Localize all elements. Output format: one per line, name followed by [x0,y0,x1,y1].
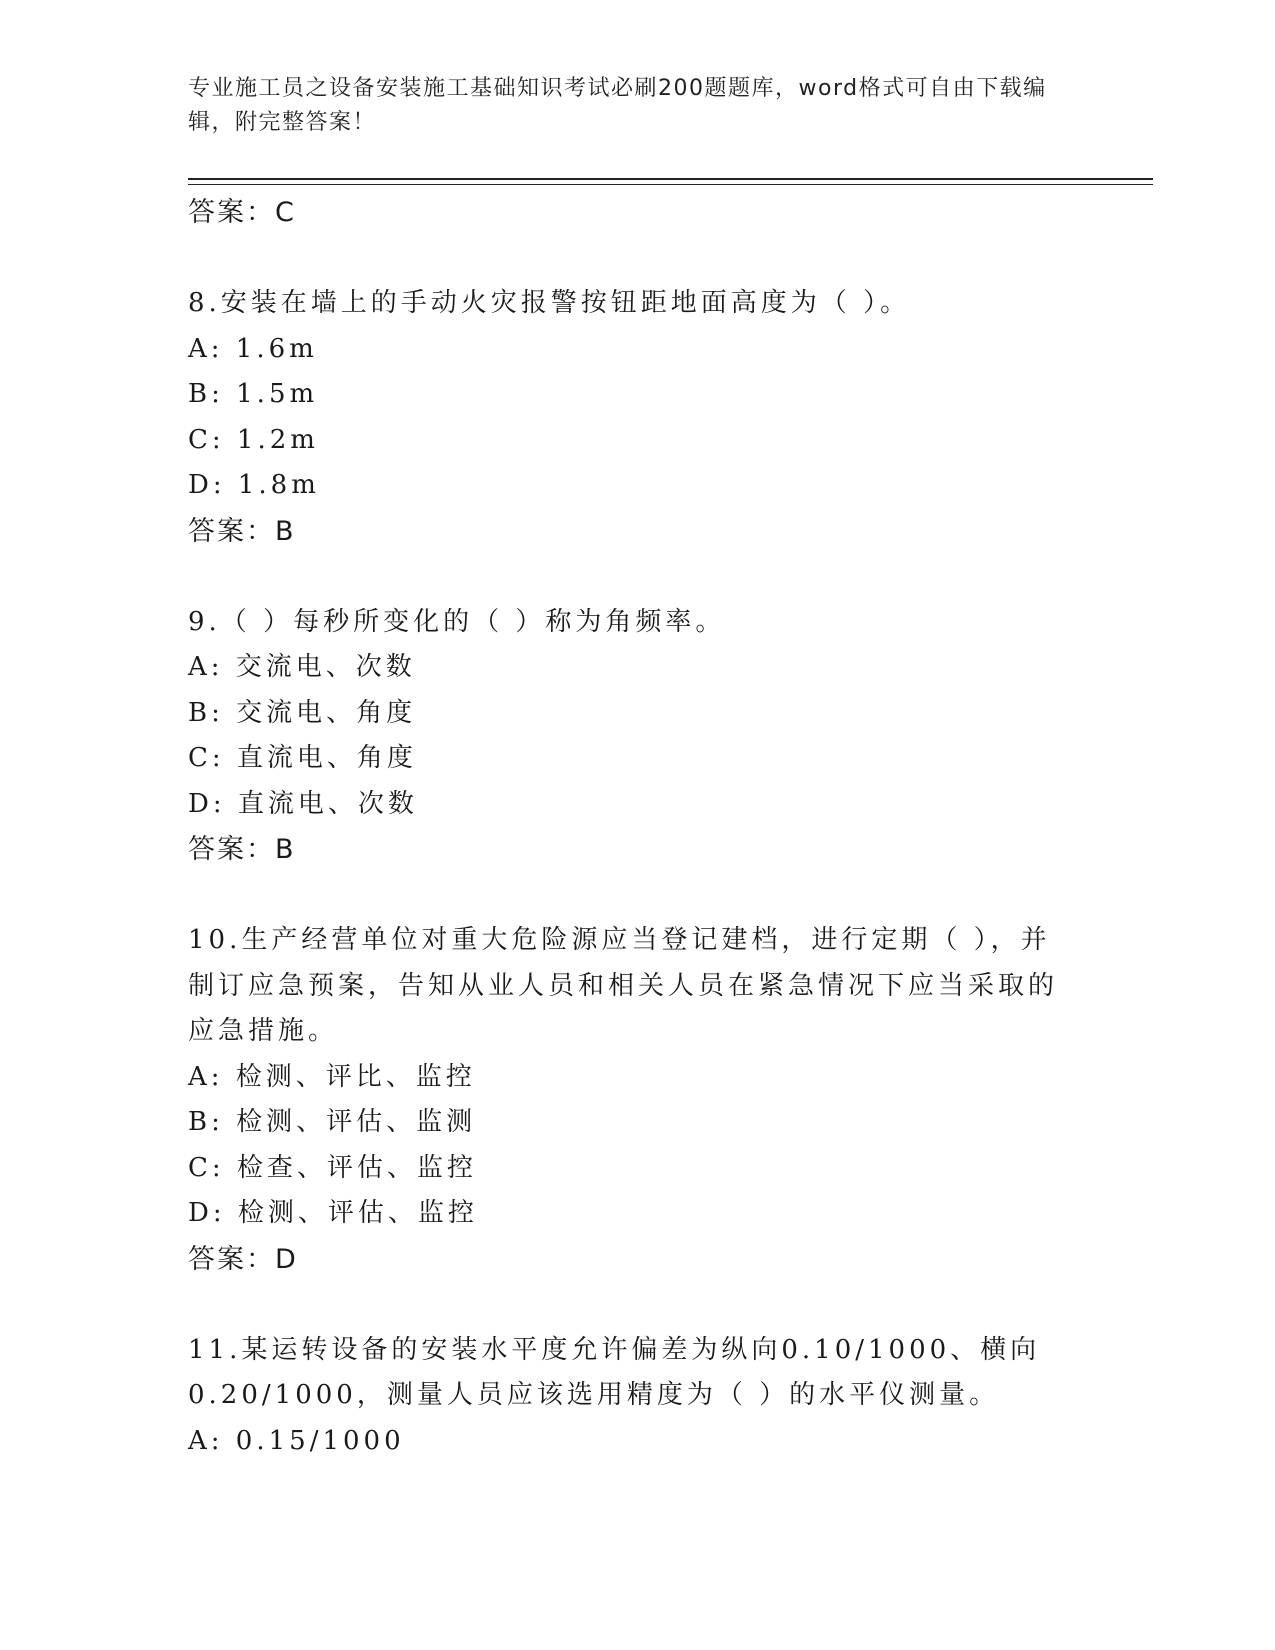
option-a: A: 1.6m [188,333,318,364]
answer-line-q7: 答案：C [188,197,296,228]
spacer [188,1282,1068,1328]
header-divider-thick [188,178,1153,180]
question-text: 8.安装在墙上的手动火灾报警按钮距地面高度为（ ）。 [188,288,911,318]
header-divider-thin [188,184,1153,185]
question-list [188,190,1068,1464]
option-a: A: 检测、评比、监控 [188,1061,476,1092]
option-c: C: 1.2m [188,424,319,455]
question-block-9 [188,600,1068,873]
spacer [188,873,1068,919]
option-c: C: 直流电、角度 [188,743,417,773]
option-d: D: 1.8m [188,470,320,500]
option-b: B: 检测、评估、监测 [188,1107,477,1137]
spacer [188,554,1068,600]
question-text: 10.生产经营单位对重大危险源应当登记建档，进行定期（ ），并制订应急预案，告知从业人员和相关人员在紧急情况下应当采取的应急措施。 [188,925,1059,1046]
option-d: D: 直流电、次数 [188,788,418,819]
question-block-10 [188,918,1068,1282]
answer-line: 答案：B [188,834,296,865]
option-b: B: 1.5m [188,379,319,409]
question-block-8 [188,281,1068,554]
question-text: 9.（ ）每秒所变化的（ ）称为角频率。 [188,606,726,637]
option-a: A: 交流电、次数 [188,652,416,682]
spacer [188,236,1068,282]
option-c: C: 检查、评估、监控 [188,1152,477,1183]
answer-line: 答案：B [188,515,296,547]
question-block-11 [188,1328,1068,1465]
option-a: A: 0.15/1000 [188,1425,405,1456]
option-d: D: 检测、评估、监控 [188,1198,478,1228]
question-text: 11.某运转设备的安装水平度允许偏差为纵向0.10/1000、横向0.20/1000，测量人员应该选用精度为（ ）的水平仪测量。 [188,1334,1041,1410]
option-b: B: 交流电、角度 [188,697,417,728]
page-header: 专业施工员之设备安装施工基础知识考试必刷200题题库，word格式可自由下载编辑，附完整答案！ [188,76,1047,135]
answer-line: 答案：D [188,1243,298,1275]
